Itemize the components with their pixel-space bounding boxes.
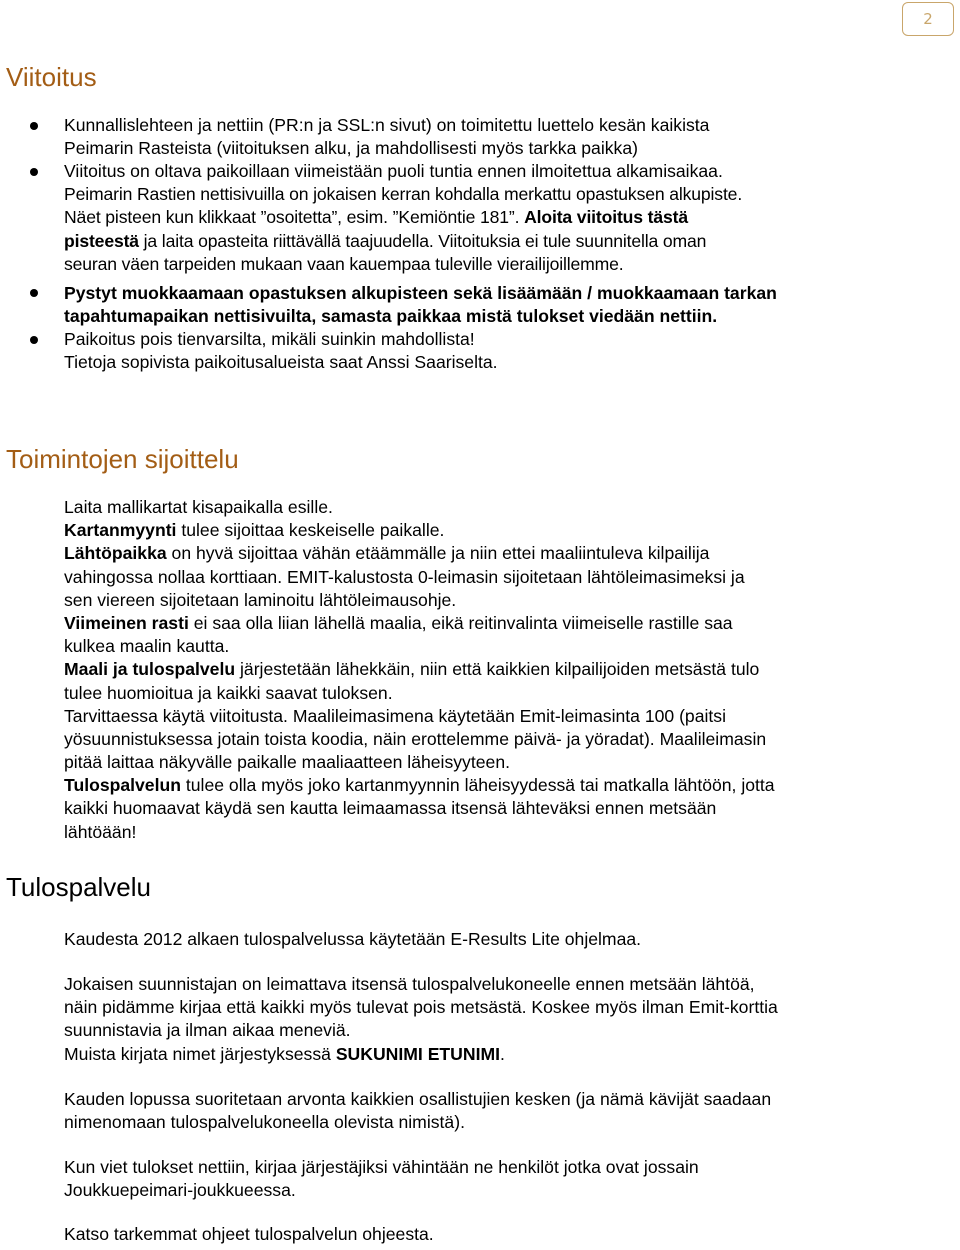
text-run: tulee olla myös joko kartanmyynnin läheisyydessä tai matkalla lähtöön, jotta [180, 775, 775, 796]
text-run: Jokaisen suunnistajan on leimattava itsensä tulospalvelukoneelle ennen metsään lähtöä, [64, 974, 755, 994]
bullet-marker [30, 336, 38, 344]
text-line [64, 821, 954, 844]
section-title-tulospalvelu: Tulospalvelu [6, 872, 152, 902]
text-line [64, 728, 954, 751]
text-run: Katso tarkemmat ohjeet tulospalvelun ohjeesta. [64, 1224, 434, 1244]
text-line [64, 160, 954, 183]
results-paragraph-1 [64, 928, 954, 951]
text-run: suunnistavia ja ilman aikaa meneviä. [64, 1020, 351, 1041]
results-paragraph-2 [64, 973, 954, 1066]
bold-text: Aloita viitoitus tästä [524, 207, 688, 228]
bullet-item-2 [64, 160, 954, 276]
text-run: Kauden lopussa suoritetaan arvonta kaikkien osallistujien kesken (ja nämä kävijät saadaan [64, 1089, 772, 1109]
text-run: Tietoja sopivista paikoitusalueista saat Anssi Saariselta. [64, 352, 498, 373]
bullet-item-1 [64, 114, 954, 160]
bold-text: Viimeinen rasti [64, 612, 189, 633]
text-run: Joukkuepeimari-joukkueessa. [64, 1180, 296, 1201]
text-run: . [500, 1043, 505, 1064]
text-line [64, 183, 954, 206]
bullet-marker [30, 289, 38, 297]
results-paragraph-4 [64, 1156, 954, 1202]
bold-text: tapahtumapaikan nettisivuilta, samasta paikkaa mistä tulokset viedään nettiin. [64, 306, 718, 327]
text-run: Peimarin Rasteista (viitoituksen alku, ja mahdollisesti myös tarkka paikka) [64, 138, 638, 159]
text-line [64, 114, 954, 137]
bullet-item-3 [64, 282, 954, 328]
bold-text: SUKUNIMI ETUNIMI [335, 1043, 501, 1064]
text-run: lähtöään! [64, 821, 137, 842]
text-run: seuran väen tarpeiden mukaan vaan kauempaa tuleville vierailijoillemme. [64, 253, 624, 274]
text-line [64, 519, 954, 542]
text-run: Näet pisteen kun klikkaat ”osoitetta”, esim. ”Kemiöntie 181”. [64, 207, 525, 228]
text-run: näin pidämme kirjaa että kaikki myös tulevat pois metsästä. Koskee myös ilman Emit-korttia [64, 997, 778, 1018]
text-run: kulkea maalin kautta. [64, 636, 230, 657]
text-line [64, 282, 954, 305]
text-line [64, 1088, 954, 1111]
text-run: sen viereen sijoitetaan laminoitu lähtöleimausohje. [64, 589, 457, 610]
text-line [64, 1019, 954, 1042]
text-run: pitää laittaa näkyvälle paikalle maaliaatteen läheisyyteen. [64, 752, 510, 773]
text-run: tulee huomioitua ja kaikki saavat tuloksen. [64, 682, 393, 703]
text-line [64, 928, 954, 951]
text-line [64, 206, 954, 229]
text-line [64, 230, 954, 253]
bold-text: Pystyt muokkaamaan opastuksen alkupisteen sekä lisäämään / muokkaamaan tarkan [64, 283, 777, 303]
text-run: Viitoitus on oltava paikoillaan viimeistään puoli tuntia ennen ilmoitettua alkamisaikaa. [64, 161, 723, 181]
text-line [64, 351, 954, 374]
text-run: Tarvittaessa käytä viitoitusta. Maalileimasimena käytetään Emit-leimasinta 100 (paitsi [64, 705, 726, 726]
text-line [64, 635, 954, 658]
section-title-viitoitus: Viitoitus [6, 62, 97, 92]
text-run: Kaudesta 2012 alkaen tulospalvelussa käytetään E-Results Lite ohjelmaa. [64, 929, 642, 949]
text-line [64, 1179, 954, 1202]
results-paragraph-5 [64, 1223, 954, 1246]
text-line [64, 542, 954, 565]
text-line [64, 589, 954, 612]
text-line [64, 612, 954, 635]
text-run: Kunnallislehteen ja nettiin (PR:n ja SSL:n sivut) on toimitettu luettelo kesän kaikista [64, 115, 710, 135]
placement-instructions [64, 496, 954, 844]
bold-text: Tulospalvelun [64, 775, 181, 796]
text-line [64, 973, 954, 996]
bullet-item-4 [64, 328, 954, 374]
bullet-marker [30, 122, 38, 130]
text-line [64, 774, 954, 797]
text-line [64, 137, 954, 160]
bold-text: Maali ja tulospalvelu [64, 659, 236, 680]
text-run: ja laita opasteita riittävällä taajuudella. Viitoituksia ei tule suunnitella oman [138, 230, 707, 251]
section-title-toimintojen-sijoittelu: Toimintojen sijoittelu [6, 444, 239, 474]
bullet-marker [30, 168, 38, 176]
bold-text: Lähtöpaikka [64, 543, 167, 564]
text-run: yösuunnistuksessa jotain toista koodia, näin erottelemme päivä- ja yöradat). Maalileimasin [64, 728, 767, 749]
bold-text: pisteestä [64, 230, 139, 251]
text-run: Laita mallikartat kisapaikalla esille. [64, 497, 333, 517]
page-number-badge: 2 [902, 2, 954, 36]
text-line [64, 658, 954, 681]
text-run: vahingossa nollaa korttiaan. EMIT-kalustosta 0-leimasin sijoitetaan lähtöleimasimeksi ja [64, 566, 745, 587]
text-run: Muista kirjata nimet järjestyksessä [64, 1043, 336, 1064]
text-line [64, 1111, 954, 1134]
text-line [64, 996, 954, 1019]
text-line [64, 705, 954, 728]
text-line [64, 496, 954, 519]
text-run: tulee sijoittaa keskeiselle paikalle. [176, 520, 445, 541]
text-run: ei saa olla liian lähellä maalia, eikä reitinvalinta viimeiselle rastille saa [188, 612, 733, 633]
text-line [64, 751, 954, 774]
text-run: Peimarin Rastien nettisivuilla on jokaisen kerran kohdalla merkattu opastuksen alkupiste. [64, 184, 743, 205]
text-line [64, 682, 954, 705]
text-run: on hyvä sijoittaa vähän etäämmälle ja niin ettei maaliintuleva kilpailija [166, 543, 710, 564]
text-line [64, 328, 954, 351]
text-run: järjestetään lähekkäin, niin että kaikkien kilpailijoiden metsästä tulo [235, 659, 760, 680]
text-line [64, 566, 954, 589]
text-run: nimenomaan tulospalvelukoneella olevista nimistä). [64, 1112, 465, 1133]
text-line [64, 305, 954, 328]
text-line [64, 253, 954, 276]
text-run: Paikoitus pois tienvarsilta, mikäli suinkin mahdollista! [64, 329, 475, 349]
text-line [64, 1223, 954, 1246]
results-paragraph-3 [64, 1088, 954, 1134]
text-line [64, 1043, 954, 1066]
text-line [64, 797, 954, 820]
text-line [64, 1156, 954, 1179]
bold-text: Kartanmyynti [64, 520, 177, 541]
text-run: Kun viet tulokset nettiin, kirjaa järjestäjiksi vähintään ne henkilöt jotka ovat jossain [64, 1157, 699, 1177]
text-run: kaikki huomaavat käydä sen kautta leimaamassa itsensä lähteväksi ennen metsään [64, 798, 717, 819]
